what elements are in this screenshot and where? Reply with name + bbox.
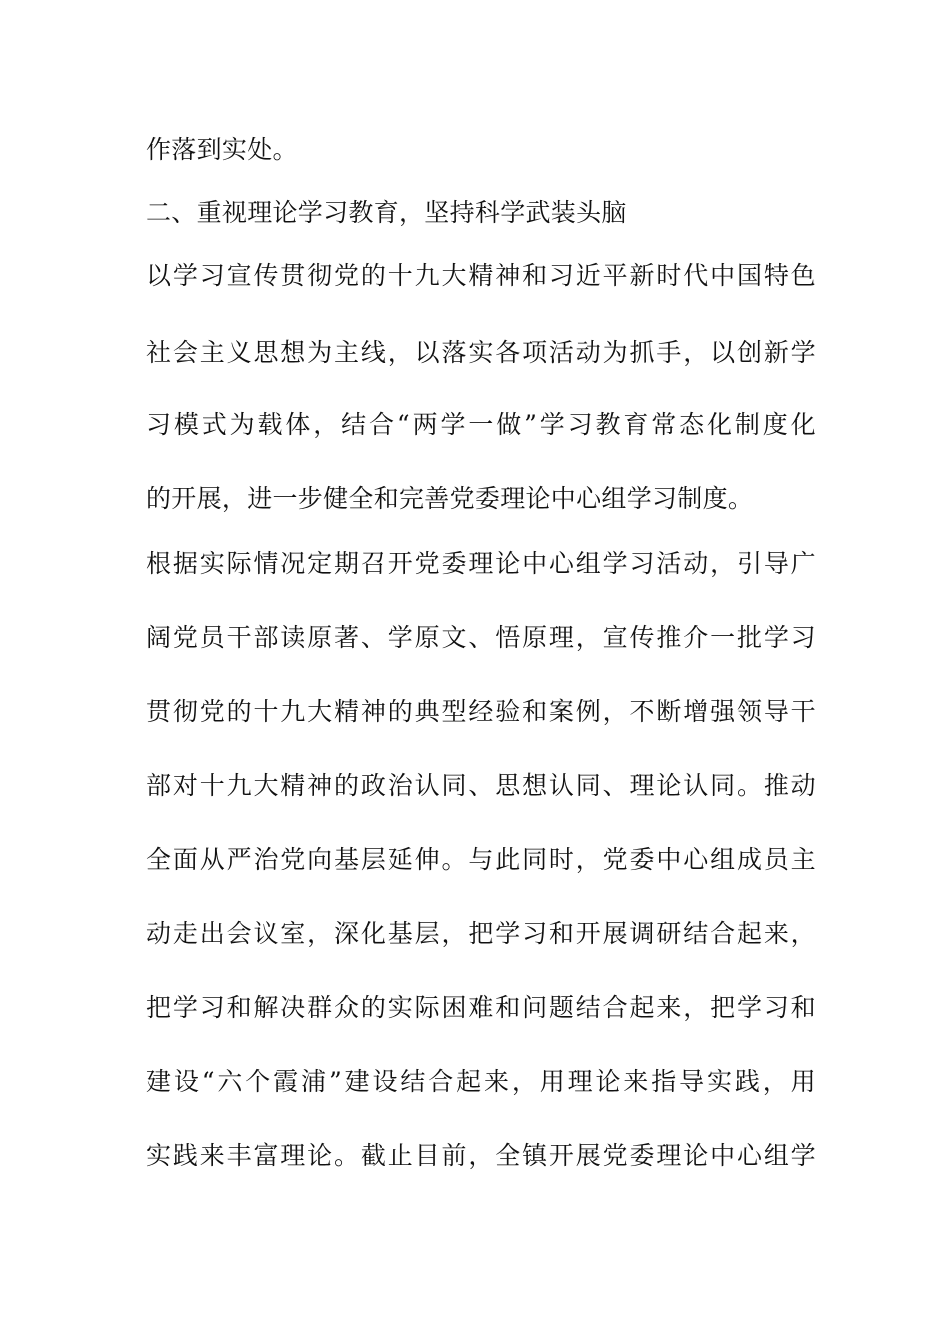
paragraph-line: 全面从严治党向基层延伸。与此同时，党委中心组成员主 [146,845,816,874]
paragraph-line: 习模式为载体，结合“两学一做”学习教育常态化制度化 [146,410,816,439]
paragraph-line: 阔党员干部读原著、学原文、悟原理，宣传推介一批学习 [146,623,816,652]
paragraph-line: 部对十九大精神的政治认同、思想认同、理论认同。推动 [146,771,816,800]
paragraph-line: 建设“六个霞浦”建设结合起来，用理论来指导实践，用 [146,1067,816,1096]
paragraph-line: 根据实际情况定期召开党委理论中心组学习活动，引导广 [146,549,816,578]
paragraph-line: 把学习和解决群众的实际困难和问题结合起来，把学习和 [146,993,816,1022]
paragraph-line: 实践来丰富理论。截止目前，全镇开展党委理论中心组学 [146,1141,816,1170]
paragraph-line: 以学习宣传贯彻党的十九大精神和习近平新时代中国特色 [146,261,816,290]
section-heading: 二、重视理论学习教育，坚持科学武装头脑 [146,198,627,227]
paragraph-line: 社会主义思想为主线，以落实各项活动为抓手，以创新学 [146,338,816,367]
paragraph-line: 动走出会议室，深化基层，把学习和开展调研结合起来， [146,919,816,948]
paragraph-line: 贯彻党的十九大精神的典型经验和案例，不断增强领导干 [146,697,816,726]
paragraph-line-continuation: 作落到实处。 [146,135,298,164]
paragraph-line: 的开展，进一步健全和完善党委理论中心组学习制度。 [146,484,754,513]
